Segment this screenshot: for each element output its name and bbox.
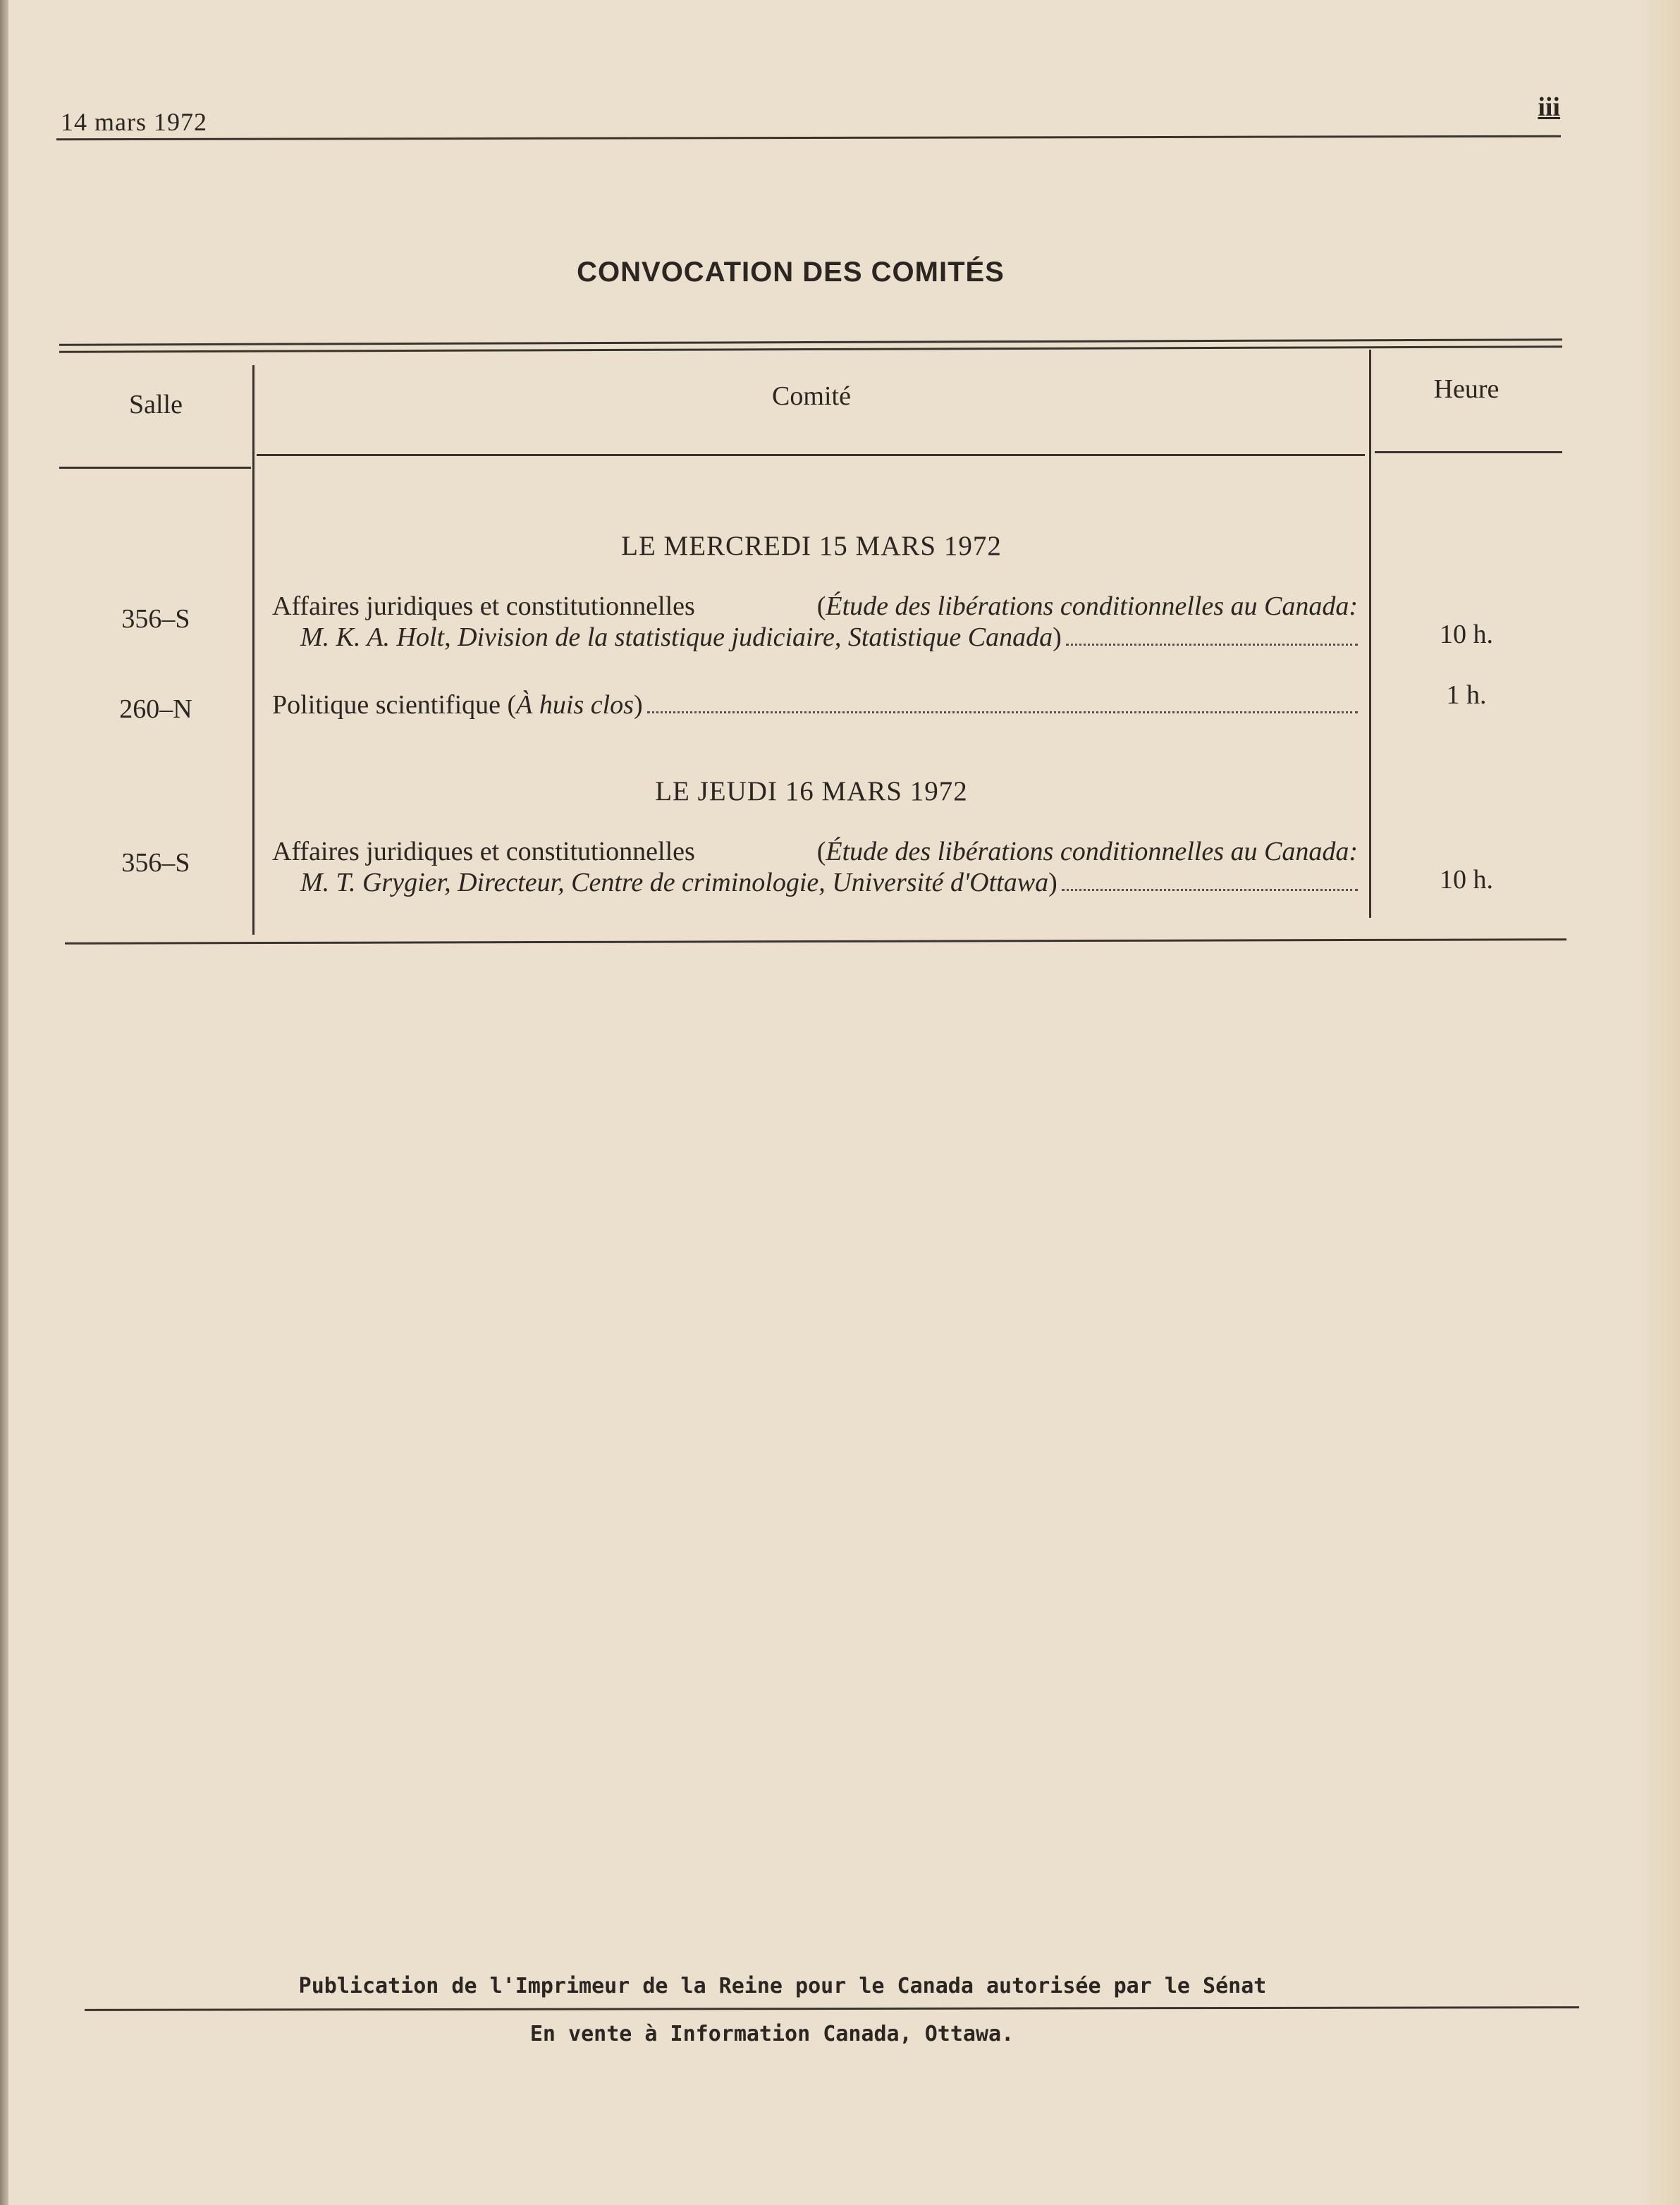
committee-detail: Étude des libérations conditionnelles au Canada:	[826, 591, 1358, 621]
committee-detail-line: M. T. Grygier, Directeur, Centre de criminologie, Université d'Ottawa )	[300, 867, 1358, 898]
sales-notice: En vente à Information Canada, Ottawa.	[529, 2022, 1014, 2046]
column-divider-salle	[252, 365, 255, 935]
room-number: 356–S	[121, 604, 190, 634]
column-header-salle: Salle	[129, 390, 183, 419]
dot-leader	[1066, 644, 1358, 646]
header-rule	[56, 135, 1561, 140]
header-underline-heure	[1375, 451, 1562, 453]
meeting-time: 10 h.	[1440, 620, 1493, 649]
committee-name: Affaires juridiques et constitutionnelles	[272, 837, 695, 866]
column-header-comite: Comité	[772, 381, 851, 411]
page-title: CONVOCATION DES COMITÉS	[577, 257, 1005, 288]
committee-name: Affaires juridiques et constitutionnelles	[272, 591, 695, 621]
header-date: 14 mars 1972	[61, 108, 207, 136]
meeting-time: 1 h.	[1446, 680, 1487, 710]
header-underline-salle	[59, 467, 251, 469]
footer-rule	[85, 2006, 1579, 2011]
day-heading-wednesday: LE MERCREDI 15 MARS 1972	[621, 531, 1002, 561]
table-bottom-rule	[65, 938, 1566, 945]
room-number: 356–S	[121, 848, 190, 878]
column-header-heure: Heure	[1433, 374, 1500, 404]
table-top-rule-double	[59, 345, 1562, 352]
table-top-rule	[59, 338, 1562, 345]
page-number: iii	[1538, 92, 1560, 122]
room-number: 260–N	[119, 694, 192, 724]
witness-detail: M. T. Grygier, Directeur, Centre de criminologie, Université d'Ottawa	[300, 868, 1049, 897]
publication-notice: Publication de l'Imprimeur de la Reine pour le Canada autorisée par le Sénat	[298, 1974, 1267, 1998]
dot-leader	[1062, 889, 1358, 891]
header-underline-comite	[257, 454, 1365, 456]
committee-line: Politique scientifique ( À huis clos )	[272, 689, 1358, 720]
committee-detail: À huis clos	[516, 690, 634, 720]
meeting-time: 10 h.	[1440, 865, 1493, 895]
committee-line: Affaires juridiques et constitutionnelles (Étude des libérations conditionnelles au Canada:	[272, 591, 1358, 621]
committee-name: Politique scientifique	[272, 690, 501, 720]
day-heading-thursday: LE JEUDI 16 MARS 1972	[655, 776, 968, 806]
committee-detail-line: M. K. A. Holt, Division de la statistique judiciaire, Statistique Canada )	[300, 622, 1358, 653]
dot-leader	[647, 711, 1358, 713]
witness-detail: M. K. A. Holt, Division de la statistique judiciaire, Statistique Canada	[300, 622, 1053, 652]
committee-detail: Étude des libérations conditionnelles au Canada:	[826, 837, 1358, 866]
page-binding-edge	[0, 0, 8, 2205]
page-shade	[1638, 0, 1680, 2205]
committee-line: Affaires juridiques et constitutionnelles (Étude des libérations conditionnelles au Canada:	[272, 837, 1358, 866]
